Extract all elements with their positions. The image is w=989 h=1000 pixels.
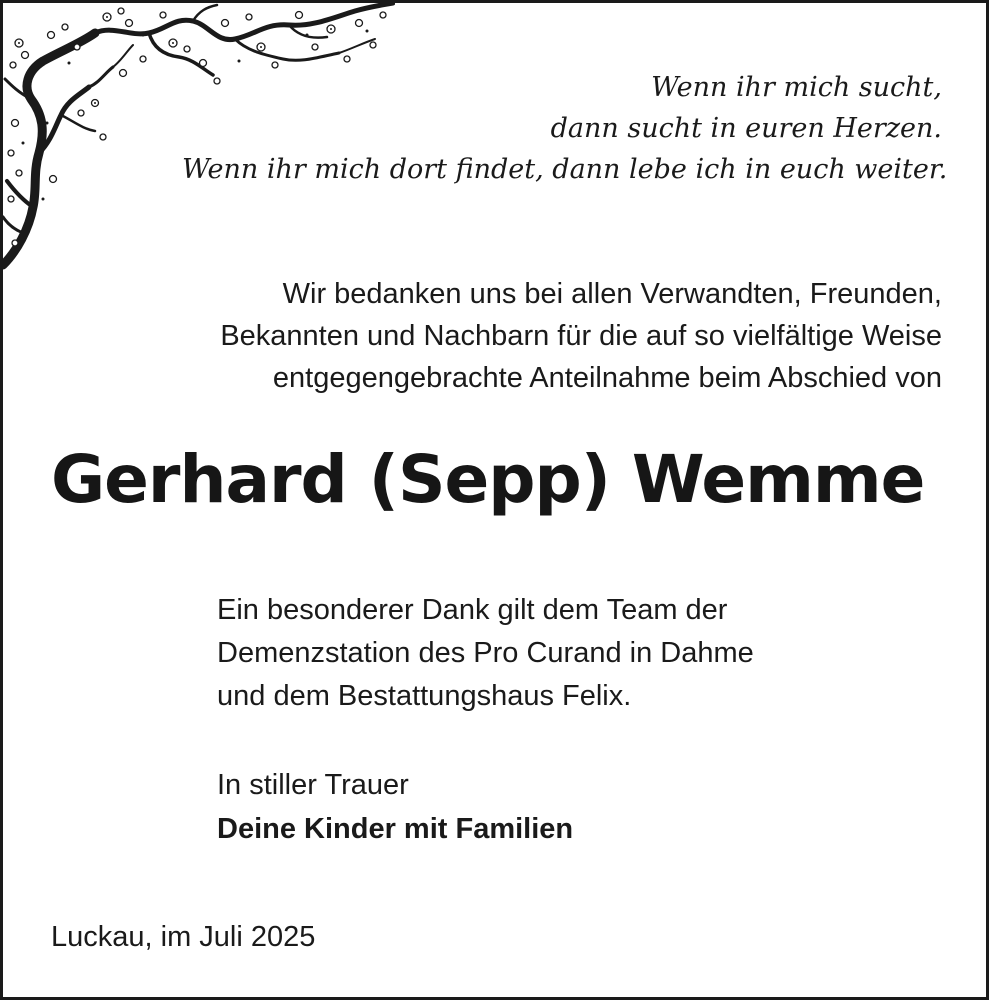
special-thanks-line: Ein besonderer Dank gilt dem Team der: [217, 594, 728, 626]
thanks-paragraph: [82, 273, 942, 399]
verse-line: Wenn ihr mich dort findet, dann lebe ich in euch weiter.: [182, 154, 948, 185]
deceased-name: Gerhard (Sepp) Wemme: [51, 441, 925, 518]
special-thanks-line: Demenzstation des Pro Curand in Dahme: [217, 637, 754, 669]
place-and-date: Luckau, im Juli 2025: [51, 921, 316, 953]
thanks-line: Wir bedanken uns bei allen Verwandten, Freunden,: [282, 278, 942, 310]
thanks-line: Bekannten und Nachbarn für die auf so vielfältige Weise: [220, 320, 942, 352]
mourning-phrase: In stiller Trauer: [217, 769, 409, 801]
special-thanks-paragraph: [217, 589, 917, 718]
signers: Deine Kinder mit Familien: [217, 813, 574, 845]
special-thanks-line: und dem Bestattungshaus Felix.: [217, 680, 632, 712]
verse-line: dann sucht in euren Herzen.: [550, 113, 942, 144]
mourning-signature: [217, 763, 917, 851]
verse-line: Wenn ihr mich sucht,: [651, 72, 942, 103]
memorial-verse: [182, 67, 948, 190]
thanks-line: entgegengebrachte Anteilnahme beim Abschied von: [272, 362, 942, 394]
